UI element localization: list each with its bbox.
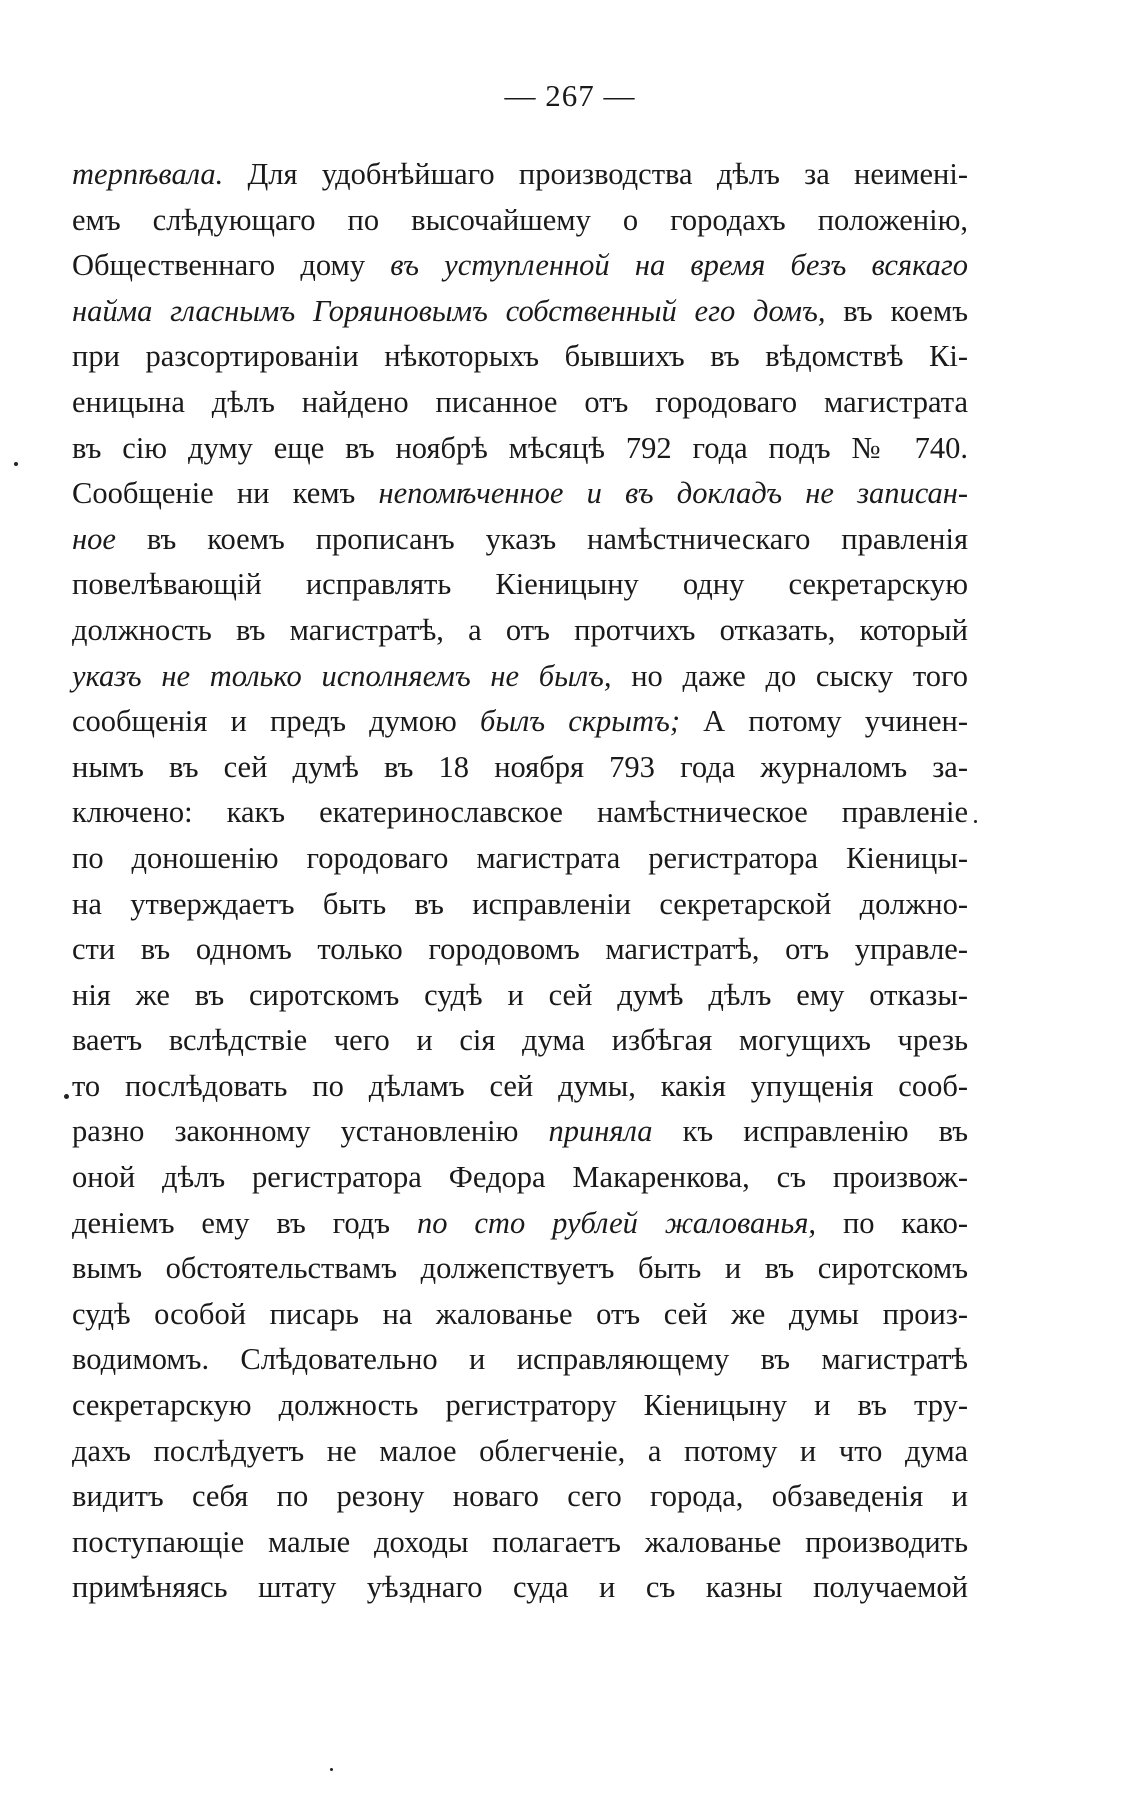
- text-line: [72, 973, 968, 1019]
- italic-phrase: приняла: [548, 1114, 653, 1149]
- italic-phrase: ное: [72, 521, 116, 556]
- text-line: [72, 745, 968, 791]
- text-line: [72, 608, 968, 654]
- italic-phrase: былъ скрытъ;: [479, 704, 680, 739]
- text-segment: по како-: [816, 1205, 968, 1240]
- text-line: [72, 1565, 968, 1611]
- text-segment: разно законному установленію: [72, 1114, 549, 1149]
- text-line: [72, 471, 968, 517]
- text-line: [72, 380, 968, 426]
- text-segment: емъ слѣдующаго по высочайшему о городахъ положенію,: [72, 202, 968, 237]
- text-segment: по доношенію городоваго магистрата регистратора Кіеницы-: [72, 840, 968, 875]
- text-segment: на утверждаетъ быть въ исправленіи секретарской должно-: [72, 886, 968, 921]
- text-segment: оной дѣлъ регистратора Федора Макаренкова, съ произвож-: [72, 1160, 968, 1195]
- text-line: [72, 198, 968, 244]
- text-line: [72, 699, 968, 745]
- text-line: [72, 562, 968, 608]
- text-segment: А потому учинен-: [679, 704, 968, 739]
- text-segment: еницына дѣлъ найдено писанное отъ городоваго магистрата: [72, 384, 968, 419]
- scan-speck: [974, 820, 977, 823]
- text-segment: дахъ послѣдуетъ не малое облегченіе, а потому и что дума: [72, 1433, 968, 1468]
- text-segment: нымъ въ сей думѣ въ 18 ноября 793 года журналомъ за-: [72, 749, 968, 784]
- page-number: — 267 —: [504, 78, 636, 113]
- text-segment: при разсортированіи нѣкоторыхъ бывшихъ въ вѣдомствѣ Кі-: [72, 339, 968, 374]
- text-segment: поступающіе малые доходы полагаетъ жалованье производить: [72, 1524, 968, 1559]
- text-line: [72, 1292, 968, 1338]
- text-line: [72, 1383, 968, 1429]
- text-line: [72, 289, 968, 335]
- text-line: [72, 790, 968, 836]
- text-segment: вымъ обстоятельствамъ должепствуетъ быть и въ сиротскомъ: [72, 1251, 968, 1286]
- scan-speck: [330, 1768, 333, 1771]
- text-segment: къ исправленію въ: [652, 1114, 968, 1149]
- text-segment: Общественнаго дому: [72, 248, 391, 283]
- text-segment: секретарскую должность регистратору Кіеницыну и въ тру-: [72, 1388, 968, 1423]
- text-segment: примѣняясь штату уѣзднаго суда и съ казны получаемой: [72, 1570, 968, 1605]
- text-line: [72, 1337, 968, 1383]
- text-line: [72, 882, 968, 928]
- text-line: [72, 243, 968, 289]
- italic-phrase: найма гласнымъ Горяиновымъ собственный его домъ,: [72, 293, 826, 328]
- italic-phrase: указъ не только исполняемъ не былъ,: [72, 658, 612, 693]
- text-line: [72, 654, 968, 700]
- text-line: [72, 1246, 968, 1292]
- text-segment: повелѣвающій исправлять Кіеницыну одну секретарскую: [72, 567, 968, 602]
- body-text: [72, 152, 968, 1611]
- text-line: [72, 1429, 968, 1475]
- text-segment: ваетъ вслѣдствіе чего и сія дума избѣгая могущихъ чрезь: [72, 1023, 968, 1058]
- italic-phrase: непомѣченное и въ докладъ не записан-: [378, 476, 968, 511]
- text-segment: то послѣдовать по дѣламъ сей думы, какія упущенія сооб-: [72, 1068, 968, 1103]
- text-line: [72, 1064, 968, 1110]
- text-line: [72, 1155, 968, 1201]
- text-line: [72, 1018, 968, 1064]
- text-line: [72, 517, 968, 563]
- text-segment: въ коемъ прописанъ указъ намѣстническаго правленія: [115, 521, 968, 556]
- text-segment: деніемъ ему въ годъ: [72, 1205, 417, 1240]
- text-line: [72, 836, 968, 882]
- text-line: [72, 1520, 968, 1566]
- text-segment: нія же въ сиротскомъ судѣ и сей думѣ дѣлъ ему отказы-: [72, 977, 968, 1012]
- text-line: [72, 426, 968, 472]
- italic-phrase: по сто рублей жалованья,: [416, 1205, 817, 1240]
- text-line: [72, 334, 968, 380]
- scan-speck: [14, 462, 18, 466]
- text-segment: ключено: какъ екатеринославское намѣстническое правленіе: [72, 795, 968, 830]
- text-segment: Для удобнѣйшаго производства дѣлъ за неимені-: [223, 157, 968, 191]
- text-segment: Сообщеніе ни кемъ: [72, 476, 379, 511]
- text-segment: должность въ магистратѣ, а отъ протчихъ отказать, который: [72, 612, 968, 647]
- text-segment: въ сію думу еще въ ноябрѣ мѣсяцѣ 792 года подъ № 740.: [72, 430, 968, 465]
- text-segment: сти въ одномъ только городовомъ магистратѣ, отъ управле-: [72, 932, 968, 967]
- text-segment: судѣ особой писарь на жалованье отъ сей же думы произ-: [72, 1296, 968, 1331]
- text-line: [72, 1201, 968, 1247]
- text-line: [72, 152, 968, 198]
- text-segment: водимомъ. Слѣдовательно и исправляющему въ магистратѣ: [72, 1342, 968, 1377]
- text-segment: въ коемъ: [825, 293, 968, 328]
- text-segment: сообщенія и предъ думою: [72, 704, 480, 739]
- italic-phrase: въ уступленной на время безъ всякаго: [390, 248, 968, 283]
- scan-speck: [64, 1094, 69, 1099]
- text-line: [72, 1474, 968, 1520]
- text-segment: видитъ себя по резону новаго сего города, обзаведенія и: [72, 1479, 968, 1514]
- text-segment: но даже до сыску того: [611, 658, 968, 693]
- text-line: [72, 1109, 968, 1155]
- italic-phrase: терпѣвала.: [72, 157, 224, 191]
- text-line: [72, 927, 968, 973]
